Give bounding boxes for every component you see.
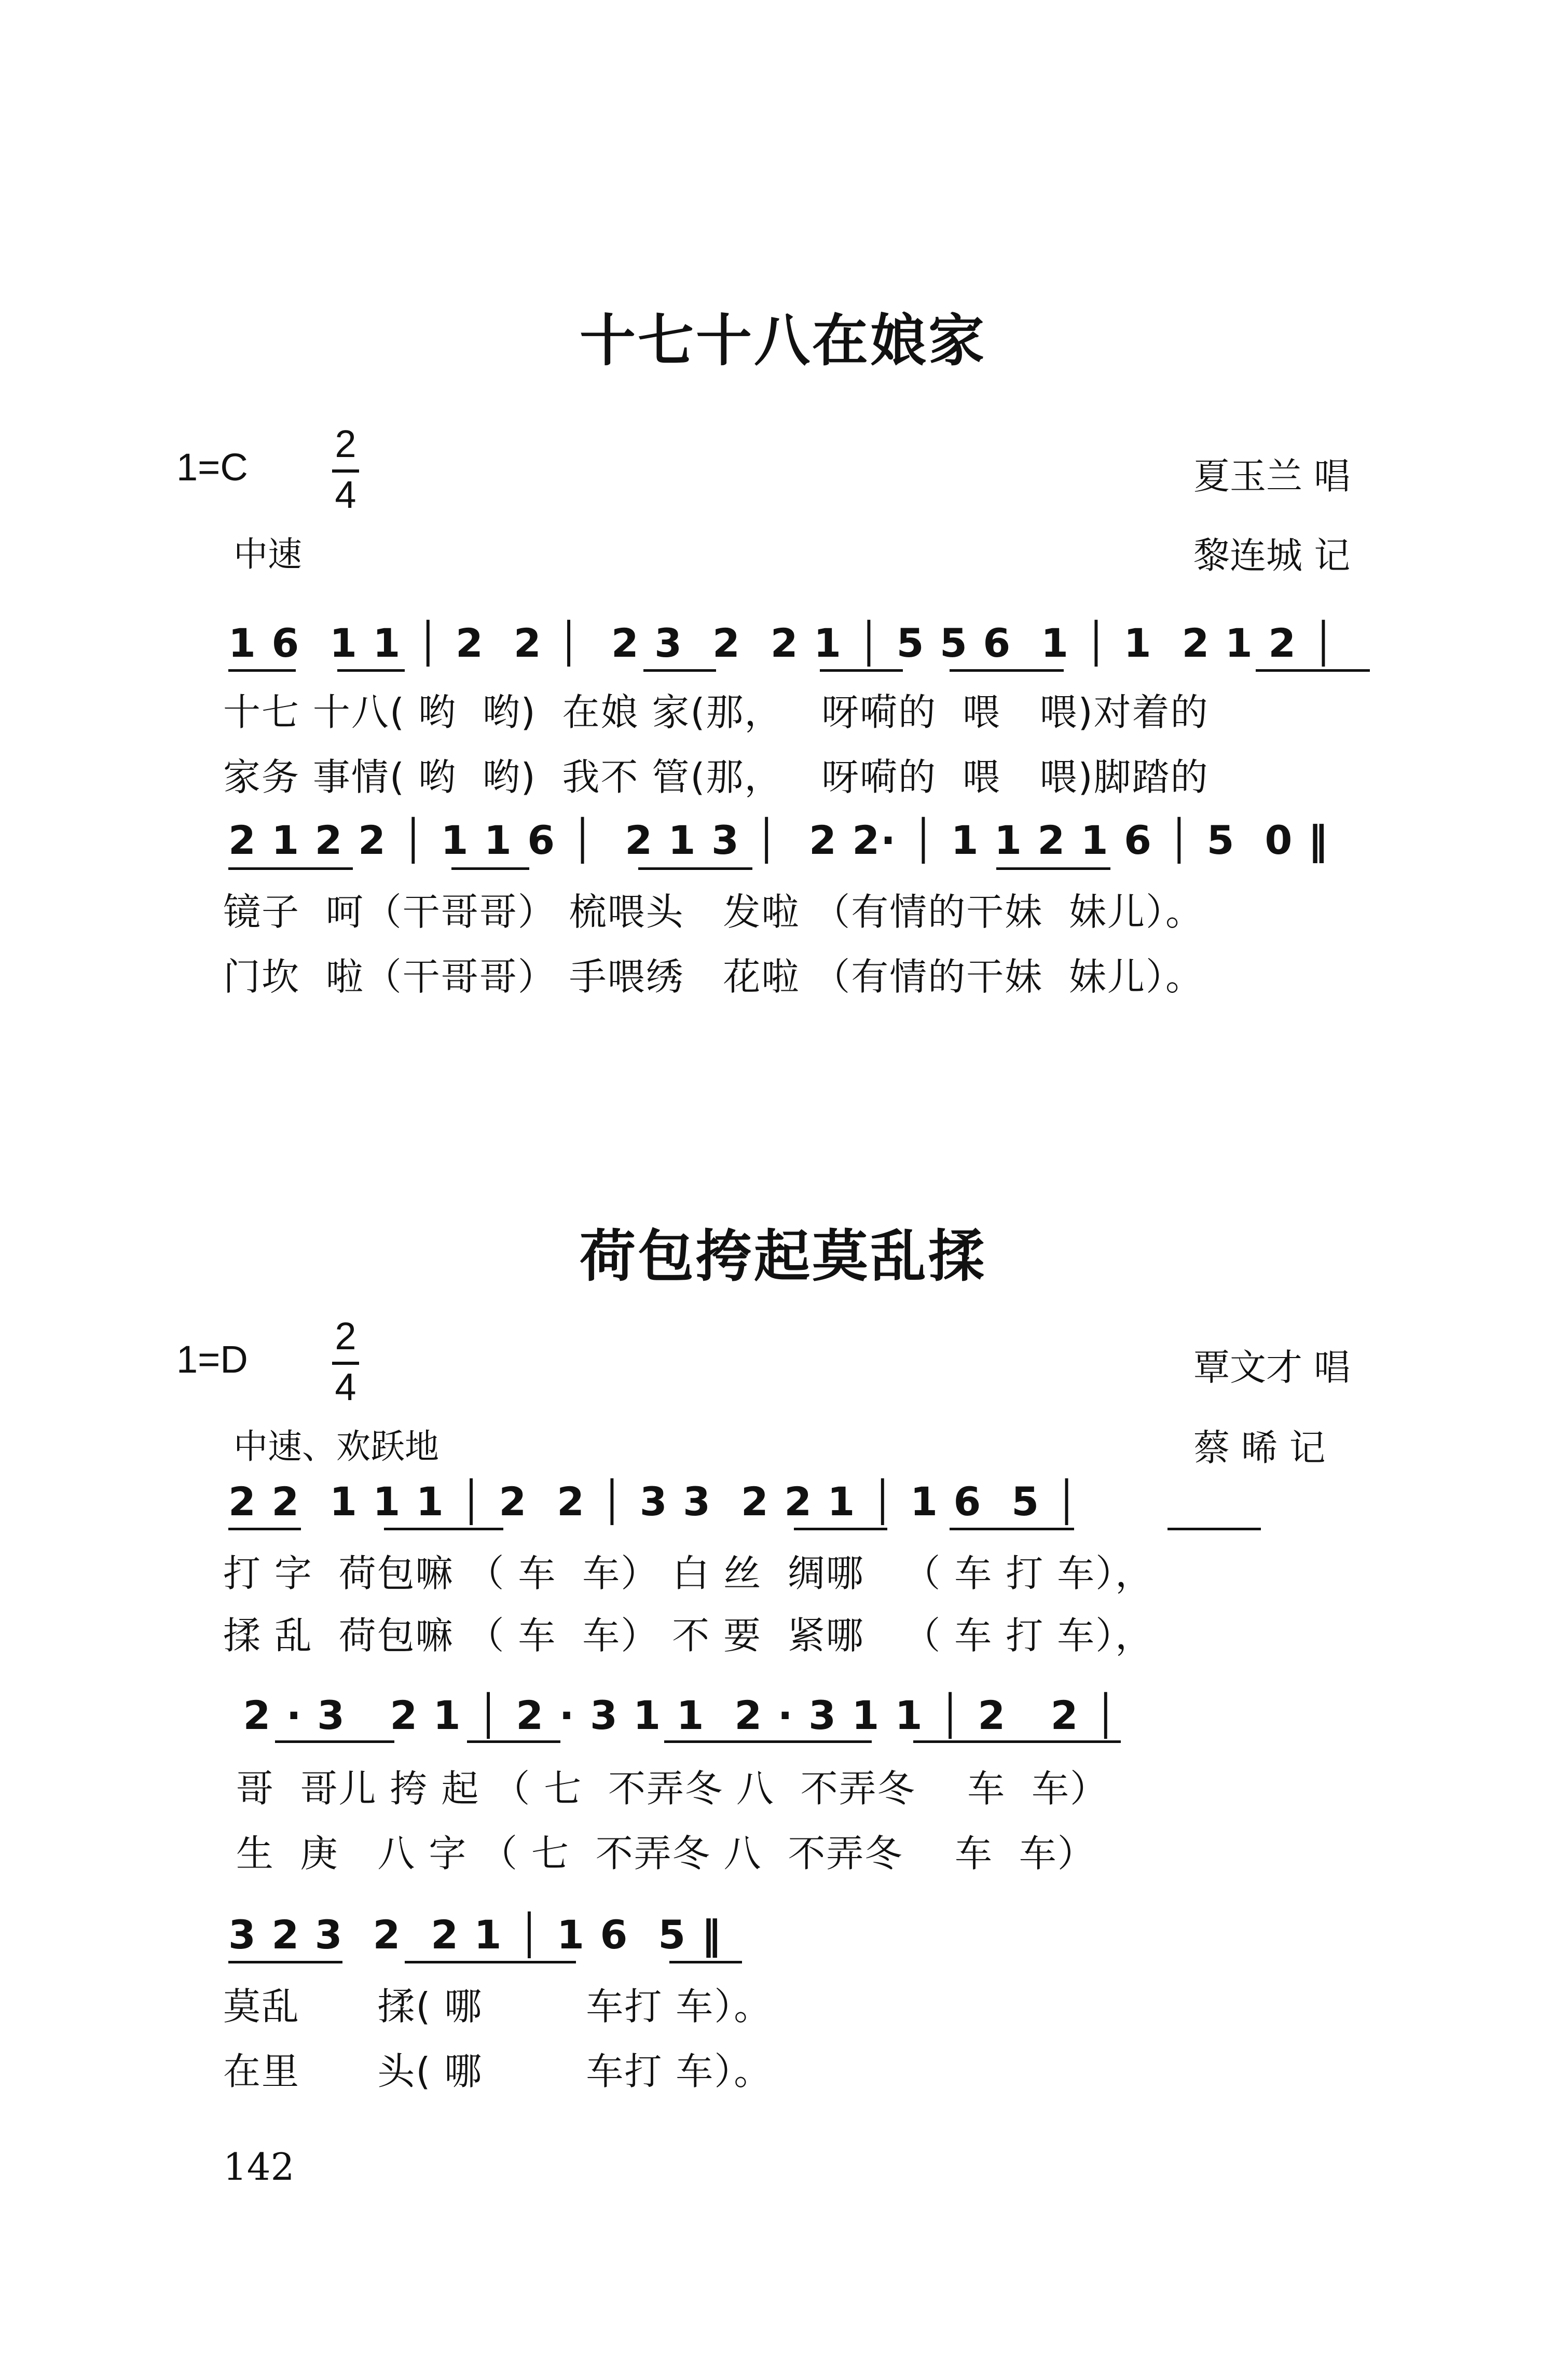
beam-underline [228,1528,301,1530]
lyric-line: 莫乱 揉( 哪 车打 车）。 [223,1985,773,2028]
lyric-line: 门坎 啦（干哥哥） 手喂绣 花啦 （有情的干妹 妹儿）。 [223,955,1204,999]
notation-row: 1 6 1 1 │ 2 2 │ 2 3 2 2 1 │ 5 5 6 1 │ 1 2 1 2 │ [228,620,1337,666]
beam-underline [228,669,296,672]
beam-underline [1256,669,1370,672]
recorder-credit: 蔡 晞 记 [1193,1427,1326,1469]
lyric-line: 揉 乱 荷包嘛 （ 车 车） 不 要 紧哪 （ 车 打 车）， [223,1614,1154,1657]
beam-underline [820,669,903,672]
beam-underline [405,1961,576,1963]
singer-credit: 覃文才 唱 [1193,1346,1351,1389]
beam-underline [643,669,716,672]
lyric-line: 家务 事情( 哟 哟) 我不 管(那， 呀嗬的 喂 喂)脚踏的 [223,755,1209,799]
time-signature-top: 2 [335,422,356,465]
notation-row: 2 2 1 1 1 │ 2 2 │ 3 3 2 2 1 │ 1 6 5 │ [228,1478,1080,1525]
lyric-line: 在里 头( 哪 车打 车）。 [223,2050,773,2093]
singer-credit: 夏玉兰 唱 [1193,455,1351,497]
beam-underline [950,669,1064,672]
beam-underline [384,1528,503,1530]
beam-underline [913,1740,1121,1743]
page-number: 142 [223,2145,295,2189]
lyric-line: 哥 哥儿 挎 起 （ 七 不弄冬 八 不弄冬 车 车） [223,1767,1108,1810]
song-title: 荷包挎起莫乱揉 [579,1224,986,1289]
beam-underline [638,867,752,870]
beam-underline [669,1961,742,1963]
time-signature-top: 2 [335,1314,356,1358]
beam-underline [275,1740,394,1743]
beam-underline [996,867,1110,870]
notation-row: 2 · 3 2 1 │ 2 · 3 1 1 2 · 3 1 1 │ 2 2 │ [228,1692,1119,1738]
notation-row: 2 1 2 2 │ 1 1 6 │ 2 1 3 │ 2 2· │ 1 1 2 1 6 │ 5 0 ‖ [228,817,1329,863]
lyric-line: 镜子 呵（干哥哥） 梳喂头 发啦 （有情的干妹 妹儿）。 [223,890,1204,934]
beam-underline [1167,1528,1261,1530]
beam-underline [228,867,353,870]
lyric-line: 十七 十八( 哟 哟) 在娘 家(那， 呀嗬的 喂 喂)对着的 [223,690,1209,734]
lyric-line: 生 庚 八 字 （ 七 不弄冬 八 不弄冬 车 车） [223,1832,1096,1875]
key-signature: 1=D [176,1338,248,1381]
beam-underline [664,1740,872,1743]
beam-underline [467,1740,560,1743]
key-signature: 1=C [176,446,248,489]
song-title: 十七十八在娘家 [579,309,986,373]
notation-row: 3 2 3 2 2 1 │ 1 6 5 ‖ [228,1912,722,1958]
beam-underline [228,1961,342,1963]
time-signature-bottom: 4 [335,473,356,516]
beam-underline [950,1528,1074,1530]
beam-underline [794,1528,887,1530]
beam-underline [337,669,405,672]
time-signature-bottom: 4 [335,1365,356,1408]
lyric-line: 打 字 荷包嘛 （ 车 车） 白 丝 绸哪 （ 车 打 车）， [223,1552,1154,1595]
tempo-marking: 中速 [233,534,302,574]
beam-underline [451,867,529,870]
recorder-credit: 黎连城 记 [1193,534,1351,577]
tempo-marking: 中速、欢跃地 [233,1427,439,1466]
